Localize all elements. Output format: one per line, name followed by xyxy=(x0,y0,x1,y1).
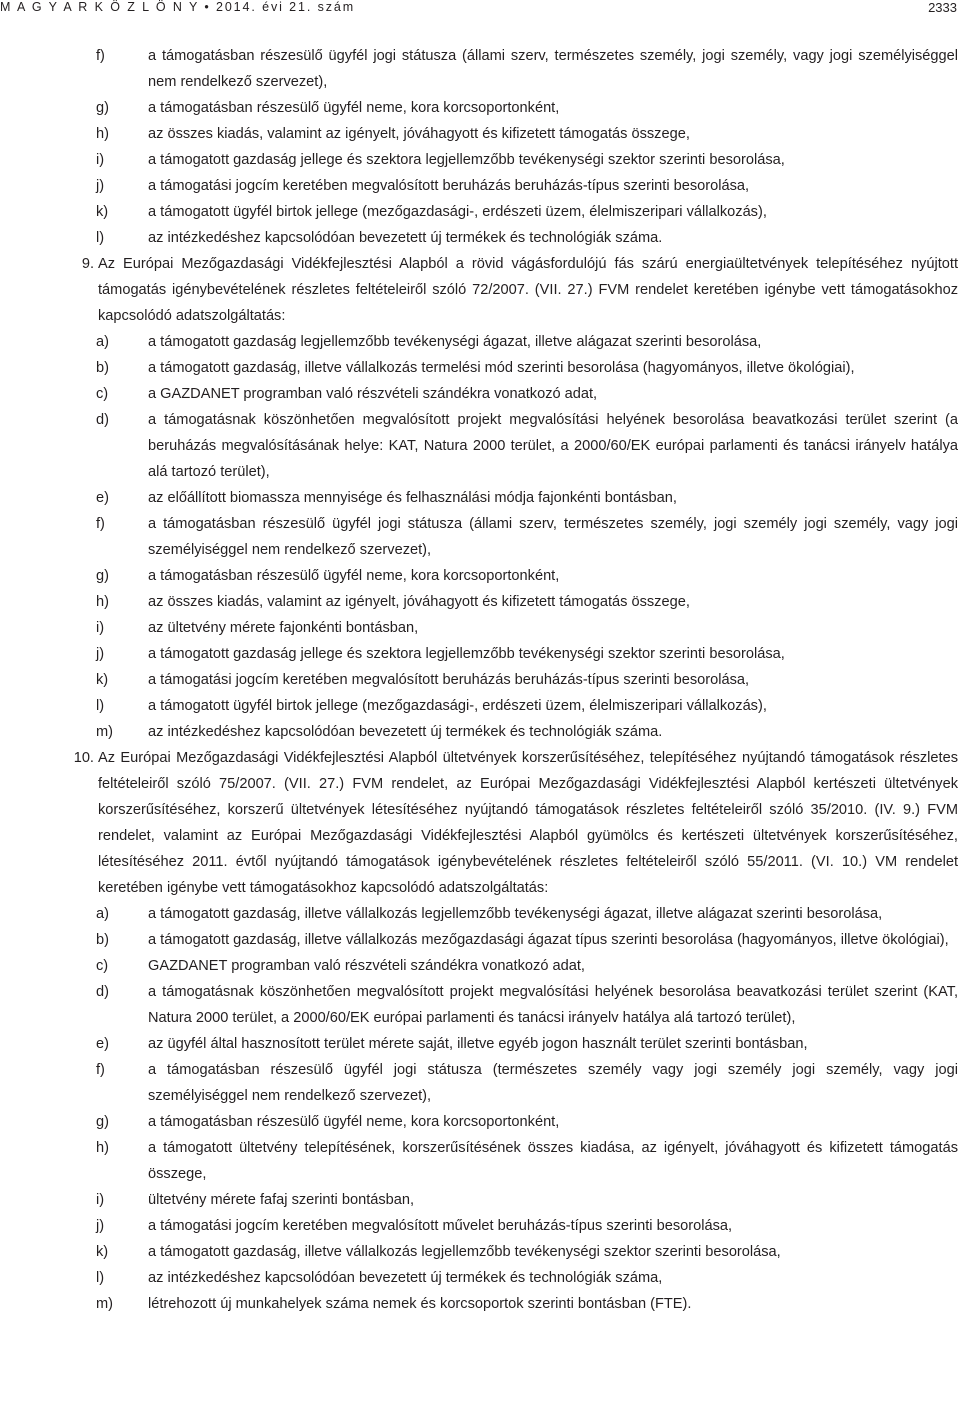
list-item-text: a támogatásban részesülő ügyfél neme, kora korcsoportonként, xyxy=(148,1114,560,1130)
continued-list xyxy=(0,43,960,251)
page-number: 2333 xyxy=(928,0,957,15)
list-item-text: a támogatási jogcím keretében megvalósított beruházás beruházás-típus szerinti besorolása, xyxy=(148,178,750,194)
list-item xyxy=(0,667,960,693)
list-item-label: i) xyxy=(96,152,105,168)
list-item-label: k) xyxy=(96,204,109,220)
section-text: Az Európai Mezőgazdasági Vidékfejlesztési Alapból a rövid vágásfordulójú fás szárú energiaültetvények telepítéséhez nyújtott támogatás igénybevételének részletes feltételeiről szóló 72/2007. (VII. 27.) FVM rendelet keretében igénybe vett támogatásokhoz kapcsolódó adatszolgáltatás: xyxy=(98,256,958,324)
list-item-text: a támogatásnak köszönhetően megvalósított projekt megvalósítási helyének besorolása beavatkozási terület szerint (KAT, Natura 2000 terület, a 2000/60/EK európai parlamenti és tanácsi irányelv hatálya alá tartozó terület), xyxy=(148,984,958,1026)
list-item xyxy=(0,693,960,719)
section-10-list xyxy=(0,901,960,1317)
list-item-text: a támogatásnak köszönhetően megvalósított projekt megvalósítási helyének besorolása beavatkozási terület szerint (a beruházás megvalósításának helye: KAT, Natura 2000 terület, a 2000/60/EK európai parlamenti és tanácsi irányelv hatálya alá tartozó terület), xyxy=(148,412,958,480)
section-text: Az Európai Mezőgazdasági Vidékfejlesztési Alapból ültetvények korszerűsítéséhez, telepítéséhez nyújtandó támogatások részletes feltételeiről szóló 75/2007. (VII. 27.) FVM rendelet, az Európai Mezőgazdasági Vidékfejlesztési Alapból kertészeti ültetvények korszerűsítéséhez, korszerű ültetvények létesítéséhez nyújtandó támogatások részletes feltételeiről szóló 35/2010. (IV. 9.) FVM rendelet, valamint az Európai Mezőgazdasági Vidékfejlesztési Alapból gyümölcs és kertészeti ültetvények korszerűsítéséhez, létesítéséhez 2011. évtől nyújtandó támogatások igénybevételének részletes feltételeiről szóló 55/2011. (VI. 10.) VM rendelet keretében igénybe vett támogatásokhoz kapcsolódó adatszolgáltatás: xyxy=(98,750,958,896)
list-item xyxy=(0,1291,960,1317)
list-item-text: a támogatott gazdaság jellege és szektora legjellemzőbb tevékenységi szektor szerinti besorolása, xyxy=(148,646,785,662)
list-item xyxy=(0,121,960,147)
list-item xyxy=(0,147,960,173)
list-item xyxy=(0,355,960,381)
list-item-label: f) xyxy=(96,516,105,532)
list-item-label: e) xyxy=(96,490,109,506)
list-item-label: d) xyxy=(96,984,109,1000)
list-item xyxy=(0,1187,960,1213)
list-item-text: a támogatott gazdaság, illetve vállalkozás termelési mód szerinti besorolása (hagyományos, illetve ökológiai), xyxy=(148,360,855,376)
list-item xyxy=(0,1057,960,1109)
list-item-label: c) xyxy=(96,958,109,974)
list-item xyxy=(0,1109,960,1135)
list-item-text: a támogatásban részesülő ügyfél jogi státusza (természetes személy vagy jogi személy jogi személy, vagy jogi személyiséggel nem rendelkező szervezet), xyxy=(148,1062,958,1104)
list-item-label: l) xyxy=(96,1270,105,1286)
page-header xyxy=(0,0,960,24)
list-item xyxy=(0,485,960,511)
section-10-intro xyxy=(0,745,960,901)
list-item-label: k) xyxy=(96,672,109,688)
list-item-label: a) xyxy=(96,906,109,922)
list-item-text: a támogatási jogcím keretében megvalósított beruházás beruházás-típus szerinti besorolása, xyxy=(148,672,750,688)
list-item-label: l) xyxy=(96,698,105,714)
list-item xyxy=(0,1239,960,1265)
document-body xyxy=(0,43,960,1317)
list-item-text: az összes kiadás, valamint az igényelt, jóváhagyott és kifizetett támogatás összege, xyxy=(148,126,690,142)
list-item-text: az előállított biomassza mennyisége és felhasználási módja fajonkénti bontásban, xyxy=(148,490,677,506)
list-item-label: h) xyxy=(96,1140,109,1156)
section-9-intro xyxy=(0,251,960,329)
list-item xyxy=(0,927,960,953)
list-item-text: a támogatási jogcím keretében megvalósított művelet beruházás-típus szerinti besorolása, xyxy=(148,1218,733,1234)
list-item-text: létrehozott új munkahelyek száma nemek és korcsoportok szerinti bontásban (FTE). xyxy=(148,1296,692,1312)
list-item xyxy=(0,615,960,641)
list-item-label: g) xyxy=(96,568,109,584)
list-item-text: az intézkedéshez kapcsolódóan bevezetett új termékek és technológiák száma. xyxy=(148,230,663,246)
list-item-label: i) xyxy=(96,620,105,636)
list-item-text: a támogatott gazdaság jellege és szektora legjellemzőbb tevékenységi szektor szerinti besorolása, xyxy=(148,152,785,168)
list-item xyxy=(0,225,960,251)
section-number: 10. xyxy=(73,750,94,766)
list-item-label: i) xyxy=(96,1192,105,1208)
list-item-label: h) xyxy=(96,594,109,610)
list-item-text: az ügyfél által hasznosított terület mérete saját, illetve egyéb jogon használt terület szerinti bontásban, xyxy=(148,1036,808,1052)
section-9-list xyxy=(0,329,960,745)
list-item-label: a) xyxy=(96,334,109,350)
list-item-label: b) xyxy=(96,932,109,948)
list-item-label: d) xyxy=(96,412,109,428)
list-item-text: az összes kiadás, valamint az igényelt, jóváhagyott és kifizetett támogatás összege, xyxy=(148,594,690,610)
list-item-text: az intézkedéshez kapcsolódóan bevezetett új termékek és technológiák száma, xyxy=(148,1270,663,1286)
list-item-text: a GAZDANET programban való részvételi szándékra vonatkozó adat, xyxy=(148,386,598,402)
list-item-label: g) xyxy=(96,1114,109,1130)
list-item-label: h) xyxy=(96,126,109,142)
list-item-label: m) xyxy=(96,1296,114,1312)
list-item-text: az ültetvény mérete fajonkénti bontásban, xyxy=(148,620,419,636)
list-item xyxy=(0,511,960,563)
section-number: 9. xyxy=(81,256,94,272)
list-item-label: m) xyxy=(96,724,114,740)
list-item xyxy=(0,589,960,615)
list-item-text: a támogatásban részesülő ügyfél jogi státusza (állami szerv, természetes személy, jogi személy jogi személy, vagy jogi személyiséggel nem rendelkező szervezet), xyxy=(148,516,958,558)
list-item-text: a támogatott gazdaság, illetve vállalkozás legjellemzőbb tevékenységi ágazat, illetve alágazat szerinti besorolása, xyxy=(148,906,883,922)
list-item-text: a támogatott gazdaság, illetve vállalkozás legjellemzőbb tevékenységi szektor szerinti besorolása, xyxy=(148,1244,781,1260)
list-item xyxy=(0,381,960,407)
list-item-label: j) xyxy=(96,1218,105,1234)
list-item-label: c) xyxy=(96,386,109,402)
list-item xyxy=(0,641,960,667)
publication-title: M A G Y A R K Ö Z L Ö N Y • 2014. évi 21. szám xyxy=(0,0,356,14)
list-item-label: j) xyxy=(96,178,105,194)
list-item xyxy=(0,901,960,927)
list-item xyxy=(0,953,960,979)
list-item-label: f) xyxy=(96,1062,105,1078)
list-item-label: l) xyxy=(96,230,105,246)
list-item xyxy=(0,1135,960,1187)
list-item-label: b) xyxy=(96,360,109,376)
list-item xyxy=(0,563,960,589)
list-item xyxy=(0,1031,960,1057)
list-item-text: a támogatott gazdaság legjellemzőbb tevékenységi ágazat, illetve alágazat szerinti besorolása, xyxy=(148,334,762,350)
list-item-text: a támogatott ültetvény telepítésének, korszerűsítésének összes kiadása, az igényelt, jóváhagyott és kifizetett támogatás összege, xyxy=(148,1140,958,1182)
list-item-label: k) xyxy=(96,1244,109,1260)
list-item-text: a támogatásban részesülő ügyfél neme, kora korcsoportonként, xyxy=(148,100,560,116)
list-item xyxy=(0,979,960,1031)
list-item xyxy=(0,407,960,485)
list-item-label: e) xyxy=(96,1036,109,1052)
list-item xyxy=(0,95,960,121)
list-item xyxy=(0,329,960,355)
list-item-text: az intézkedéshez kapcsolódóan bevezetett új termékek és technológiák száma. xyxy=(148,724,663,740)
list-item-label: g) xyxy=(96,100,109,116)
list-item-label: f) xyxy=(96,48,105,64)
list-item-text: a támogatott ügyfél birtok jellege (mezőgazdasági-, erdészeti üzem, élelmiszeripari vállalkozás), xyxy=(148,204,767,220)
list-item-text: a támogatott ügyfél birtok jellege (mezőgazdasági-, erdészeti üzem, élelmiszeripari vállalkozás), xyxy=(148,698,767,714)
list-item-text: a támogatásban részesülő ügyfél jogi státusza (állami szerv, természetes személy, jogi személy, vagy jogi személyiséggel nem rendelkező szervezet), xyxy=(148,48,958,90)
list-item xyxy=(0,199,960,225)
list-item-text: a támogatásban részesülő ügyfél neme, kora korcsoportonként, xyxy=(148,568,560,584)
list-item xyxy=(0,43,960,95)
list-item-text: a támogatott gazdaság, illetve vállalkozás mezőgazdasági ágazat típus szerinti besorolása (hagyományos, illetve ökológiai), xyxy=(148,932,949,948)
list-item xyxy=(0,1213,960,1239)
list-item-label: j) xyxy=(96,646,105,662)
list-item-text: GAZDANET programban való részvételi szándékra vonatkozó adat, xyxy=(148,958,585,974)
list-item xyxy=(0,1265,960,1291)
list-item xyxy=(0,719,960,745)
list-item xyxy=(0,173,960,199)
list-item-text: ültetvény mérete fafaj szerinti bontásban, xyxy=(148,1192,415,1208)
